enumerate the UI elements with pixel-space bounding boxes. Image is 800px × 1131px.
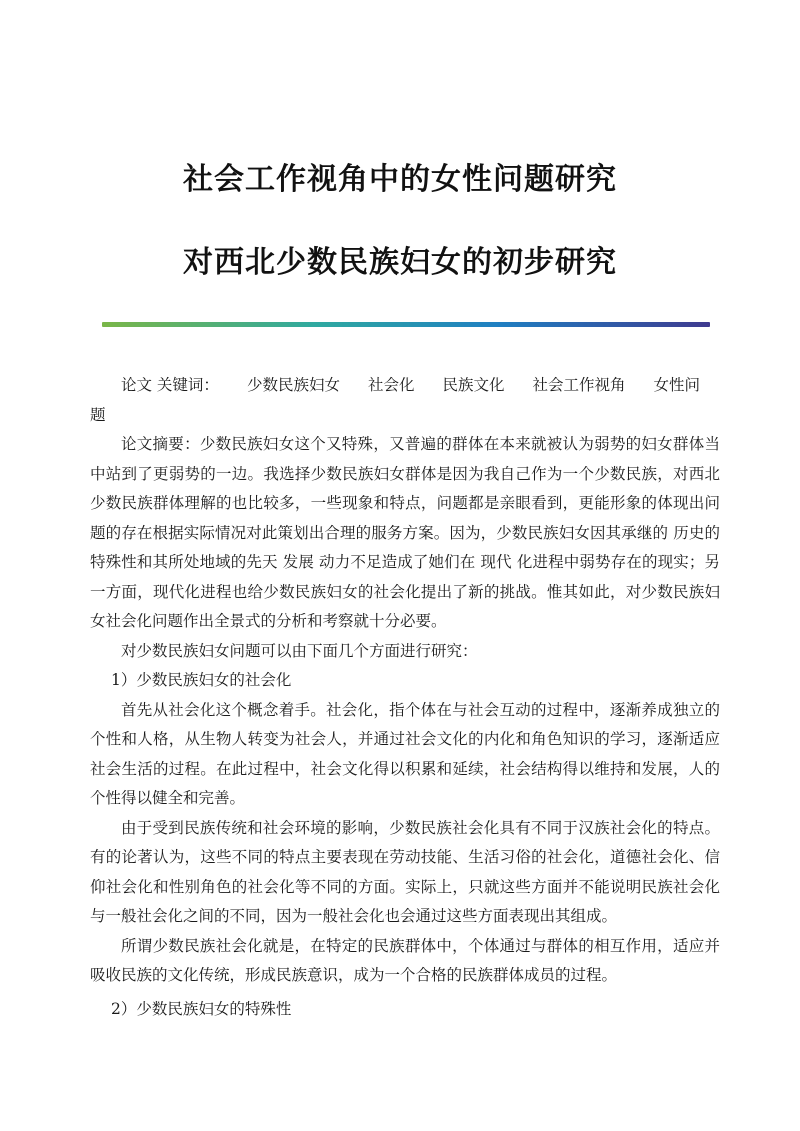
intro-paragraph: 对少数民族妇女问题可以由下面几个方面进行研究： [121,641,478,660]
abstract-paragraph: 论文摘要：少数民族妇女这个又特殊，又普遍的群体在本来就被认为弱势的妇女群体当中站到了更弱势的一边。我选择少数民族妇女群体是因为我自己作为一个少数民族，对西北少数民族群体理解的也比较多，一些现象和特点，问题都是亲眼看到，更能形象的体现出问题的存在根据实际情况对此策划出合理的服务方案。因为，少数民族妇女因其承继的 历史的特殊性和其所处地域的先天 发展 动力不足造成了她们在 现代 化进程中弱势存在的现实；另一方面，现代化进程也给少数民族妇女的社会化提出了新的挑战。惟其如此，对少数民族妇女社会化问题作出全景式的分析和考察就十分必要。 [90,435,720,630]
document-body [90,371,720,1024]
body-paragraph: 首先从社会化这个概念着手。社会化，指个体在与社会互动的过程中，逐渐养成独立的个性和人格，从生物人转变为社会人，并通过社会文化的内化和角色知识的学习，逐渐适应社会生活的过程。在此过程中，社会文化得以积累和延续，社会结构得以维持和发展，人的个性得以健全和完善。 [90,700,720,807]
keyword: 女性问 [653,376,701,394]
keywords-continuation: 题 [90,405,106,424]
document-subtitle: 对西北少数民族妇女的初步研究 [183,245,617,280]
keywords-block [90,371,720,430]
keywords-label: 论文 关键词： [121,376,219,394]
keyword: 民族文化 [442,376,505,394]
body-paragraph: 所谓少数民族社会化就是，在特定的民族群体中，个体通过与群体的相互作用，适应并吸收民族的文化传统，形成民族意识，成为一个合格的民族群体成员的过程。 [90,936,720,984]
section-heading: 2）少数民族妇女的特殊性 [111,999,292,1018]
body-paragraph: 由于受到民族传统和社会环境的影响，少数民族社会化具有不同于汉族社会化的特点。有的论著认为，这些不同的特点主要表现在劳动技能、生活习俗的社会化，道德社会化、信仰社会化和性别角色的社会化等不同的方面。实际上，只就这些方面并不能说明民族社会化与一般社会化之间的不同，因为一般社会化也会通过这些方面表现出其组成。 [90,818,720,925]
keyword: 社会工作视角 [532,376,626,394]
document-title: 社会工作视角中的女性问题研究 [183,162,617,197]
keyword: 少数民族妇女 [246,376,340,394]
keywords-line [90,371,720,401]
keyword: 社会化 [367,376,415,394]
title-divider [102,322,710,327]
section-heading: 1）少数民族妇女的社会化 [111,671,292,689]
